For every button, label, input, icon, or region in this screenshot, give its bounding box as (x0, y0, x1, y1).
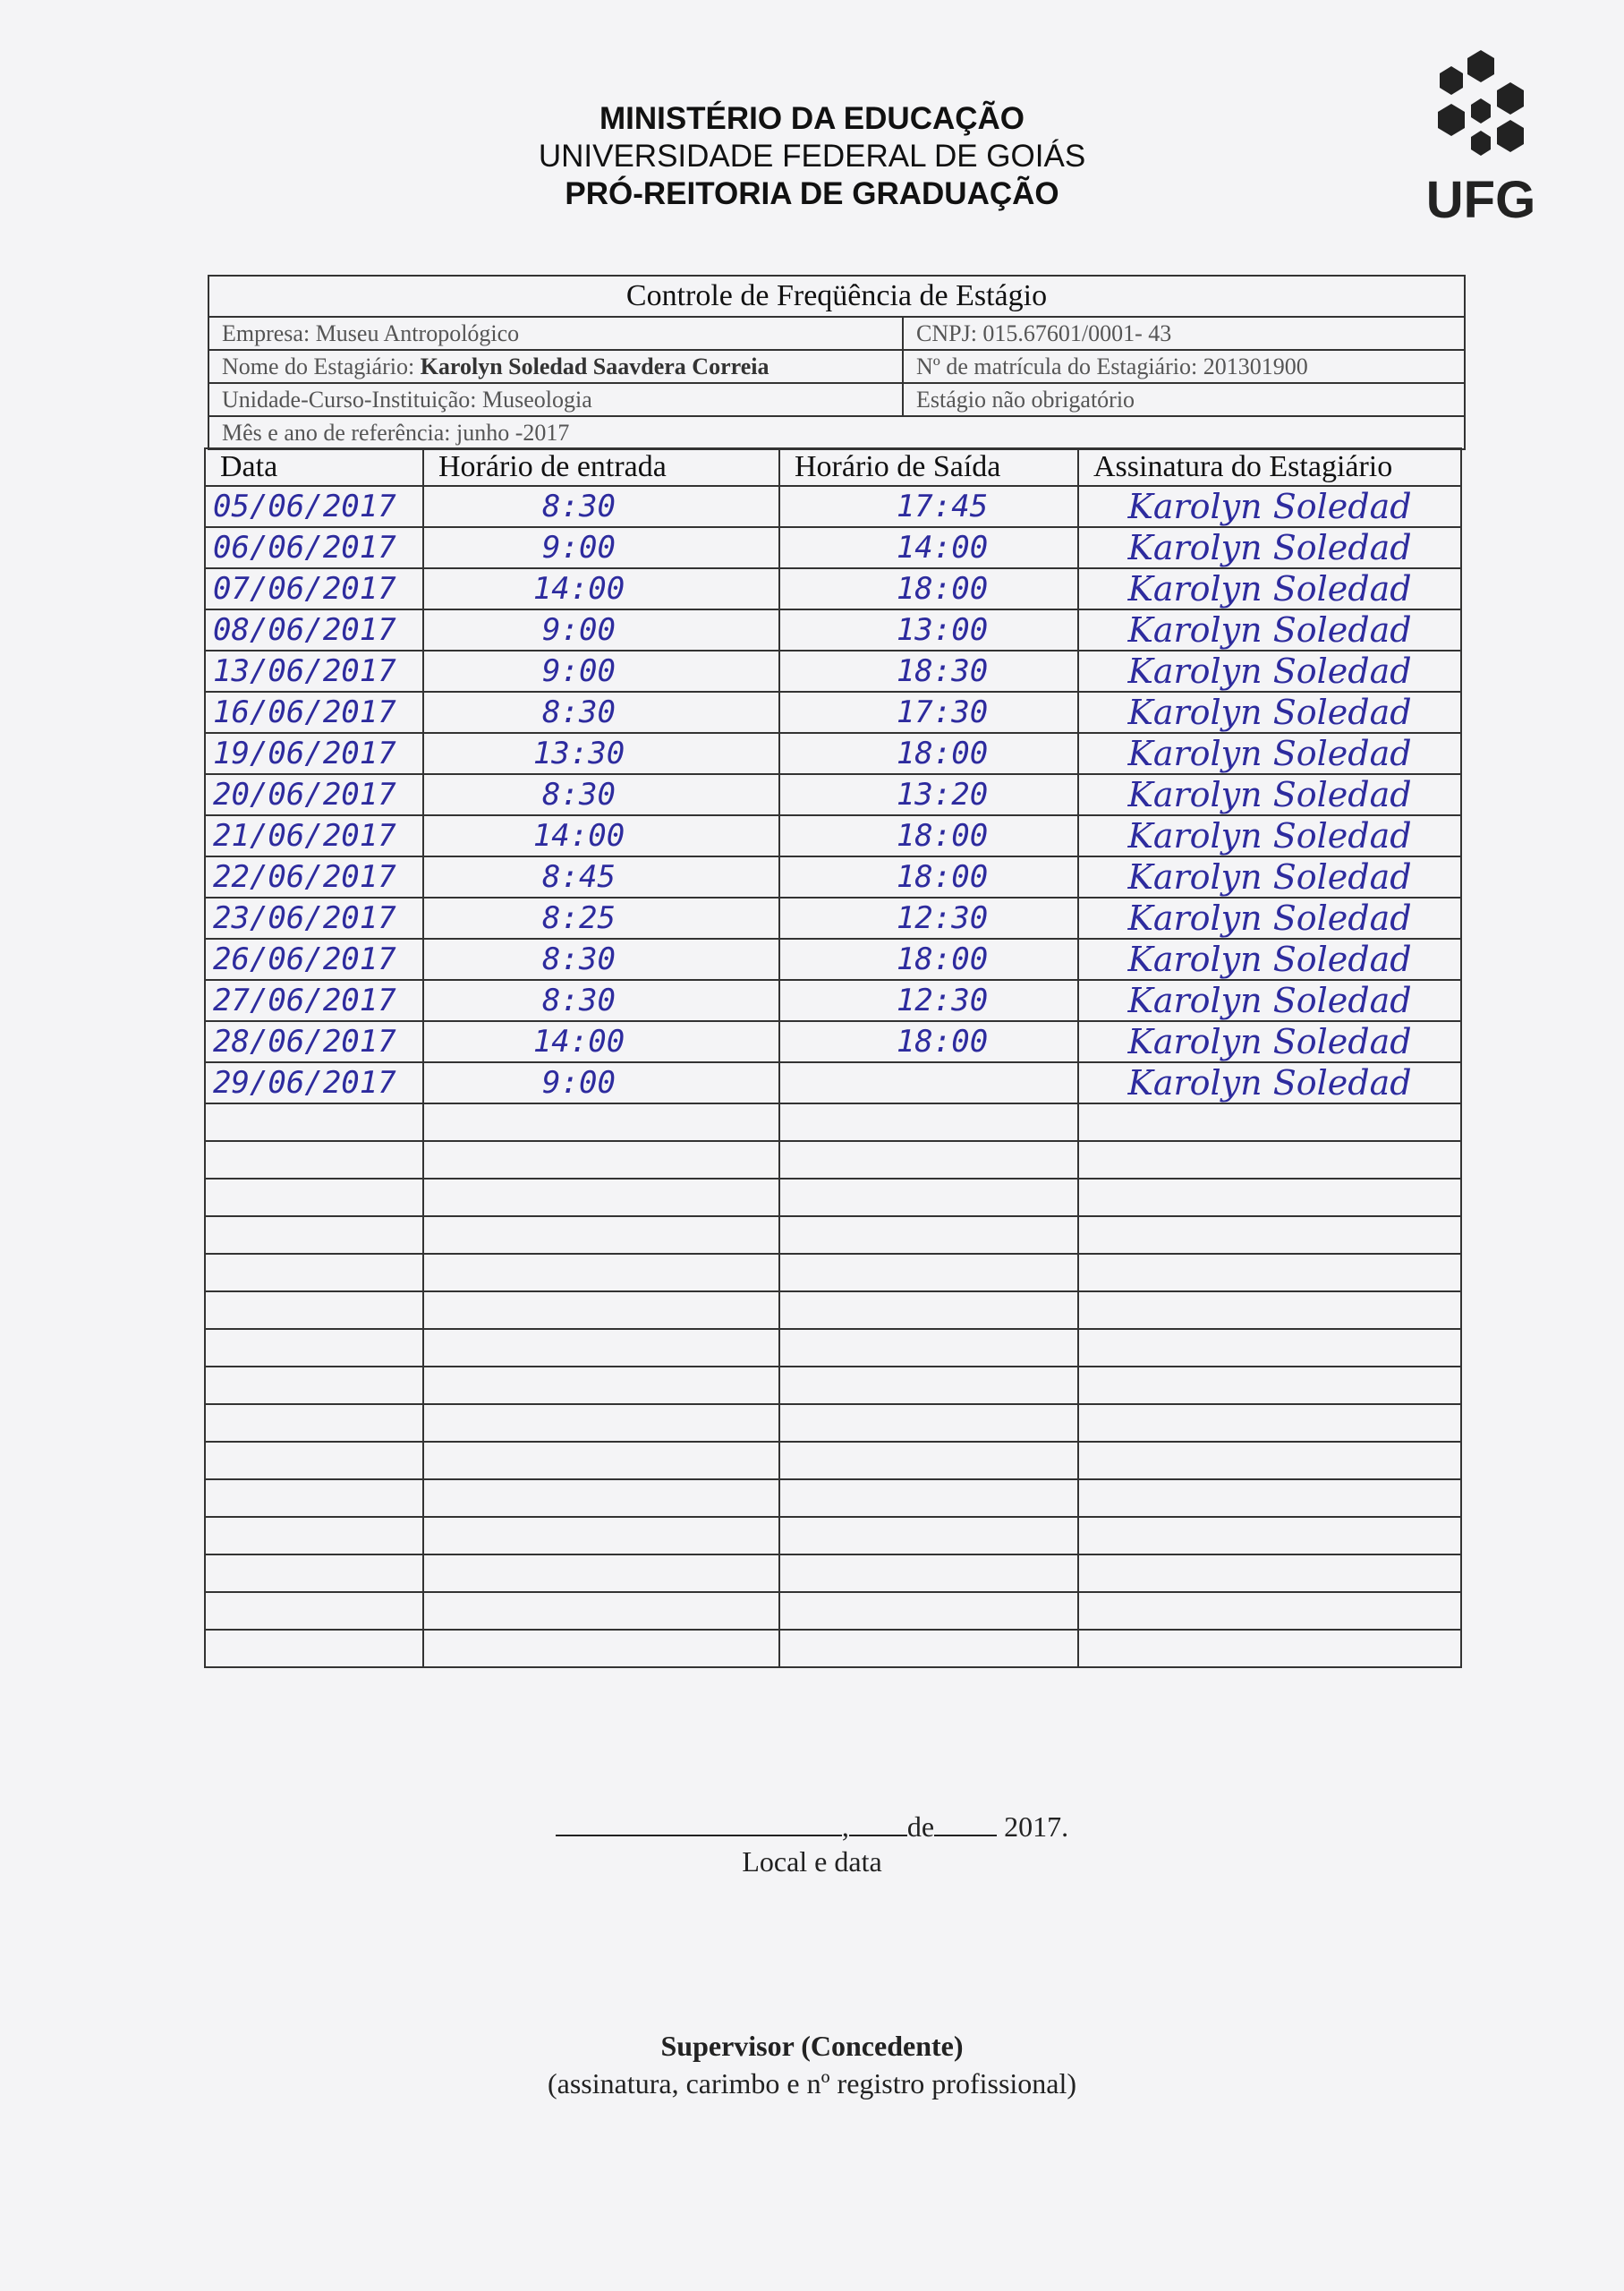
intern-name-cell: Nome do Estagiário: Karolyn Soledad Saavdera Correia (208, 350, 903, 383)
attendance-table (204, 447, 1462, 1668)
signature-cell (1078, 1367, 1461, 1404)
exit-time-value: 18:00 (896, 941, 989, 977)
entry-time-value: 9:00 (542, 612, 616, 648)
entry-time-cell (423, 1554, 779, 1592)
header-entry-time: Horário de entrada (423, 448, 779, 486)
table-row (205, 1103, 1461, 1141)
entry-time-cell (423, 815, 779, 856)
table-row (205, 1592, 1461, 1630)
signature-value: Karolyn Soledad (1127, 528, 1412, 567)
exit-time-value: 18:00 (896, 818, 989, 854)
signature-cell (1078, 1216, 1461, 1254)
entry-time-cell (423, 939, 779, 980)
signature-value: Karolyn Soledad (1127, 1063, 1412, 1103)
table-row (205, 1630, 1461, 1667)
entry-time-value: 13:30 (532, 736, 625, 771)
date-cell (205, 1179, 423, 1216)
signature-cell (1078, 939, 1461, 980)
header-date: Data (205, 448, 423, 486)
entry-time-cell (423, 1291, 779, 1329)
date-line: , de 2017. (0, 1808, 1624, 1844)
table-row (205, 651, 1461, 692)
entry-time-cell (423, 1103, 779, 1141)
exit-time-value: 14:00 (896, 530, 989, 566)
signature-value: Karolyn Soledad (1127, 734, 1412, 773)
department-title: PRÓ-REITORIA DE GRADUAÇÃO (565, 176, 1059, 211)
date-cell (205, 1329, 423, 1367)
intern-name-value: Karolyn Soledad Saavdera Correia (420, 353, 769, 379)
exit-time-cell (779, 486, 1078, 527)
exit-time-cell (779, 1479, 1078, 1517)
exit-time-cell (779, 1517, 1078, 1554)
header-exit-time: Horário de Saída (779, 448, 1078, 486)
signature-cell (1078, 980, 1461, 1021)
entry-time-value: 14:00 (532, 571, 625, 607)
entry-time-value: 9:00 (542, 530, 616, 566)
signature-value: Karolyn Soledad (1127, 693, 1412, 732)
signature-cell (1078, 1479, 1461, 1517)
signature-cell (1078, 774, 1461, 815)
signature-cell (1078, 1517, 1461, 1554)
ufg-logo-text: UFG (1425, 171, 1536, 229)
exit-time-value: 18:00 (896, 736, 989, 771)
exit-time-cell (779, 1062, 1078, 1103)
signature-cell (1078, 815, 1461, 856)
signature-value: Karolyn Soledad (1127, 1022, 1412, 1061)
date-cell (205, 815, 423, 856)
signature-cell (1078, 1442, 1461, 1479)
date-cell (205, 692, 423, 733)
date-value: 05/06/2017 (213, 489, 396, 524)
entry-time-cell (423, 1329, 779, 1367)
signature-cell (1078, 1254, 1461, 1291)
attendance-header-row (205, 448, 1461, 486)
entry-time-cell (423, 1021, 779, 1062)
date-cell (205, 856, 423, 898)
date-value: 26/06/2017 (213, 941, 396, 977)
entry-time-cell (423, 733, 779, 774)
table-row (205, 609, 1461, 651)
exit-time-value: 13:00 (896, 612, 989, 648)
entry-time-value: 8:30 (542, 694, 616, 730)
entry-time-cell (423, 486, 779, 527)
signature-cell (1078, 856, 1461, 898)
entry-time-cell (423, 774, 779, 815)
exit-time-cell (779, 692, 1078, 733)
date-value: 27/06/2017 (213, 983, 396, 1018)
registration-value: 201301900 (1203, 353, 1308, 379)
month-blank (934, 1808, 997, 1836)
reference-month-cell: Mês e ano de referência: junho -2017 (208, 416, 1465, 449)
ministry-title: MINISTÉRIO DA EDUCAÇÃO (599, 101, 1025, 136)
date-cell (205, 651, 423, 692)
signature-value: Karolyn Soledad (1127, 940, 1412, 979)
exit-time-cell (779, 1179, 1078, 1216)
signature-value: Karolyn Soledad (1127, 487, 1412, 526)
date-cell (205, 1141, 423, 1179)
ufg-logo-icon (1423, 47, 1539, 172)
entry-time-value: 8:30 (542, 489, 616, 524)
table-row (205, 1479, 1461, 1517)
signature-cell (1078, 1179, 1461, 1216)
signature-value: Karolyn Soledad (1127, 775, 1412, 814)
table-row (205, 856, 1461, 898)
entry-time-value: 9:00 (542, 1065, 616, 1101)
signature-value: Karolyn Soledad (1127, 652, 1412, 691)
exit-time-cell (779, 733, 1078, 774)
exit-time-cell (779, 651, 1078, 692)
entry-time-value: 8:30 (542, 941, 616, 977)
date-cell (205, 1254, 423, 1291)
exit-time-cell (779, 980, 1078, 1021)
signature-value: Karolyn Soledad (1127, 569, 1412, 609)
entry-time-value: 8:25 (542, 900, 616, 936)
date-value: 28/06/2017 (213, 1024, 396, 1060)
date-cell (205, 486, 423, 527)
date-cell (205, 1592, 423, 1630)
cnpj-value: 015.67601/0001- 43 (982, 319, 1172, 346)
exit-time-cell (779, 898, 1078, 939)
table-row (205, 1367, 1461, 1404)
date-value: 08/06/2017 (213, 612, 396, 648)
signature-value: Karolyn Soledad (1127, 899, 1412, 938)
form-title: Controle de Freqüência de Estágio (208, 276, 1465, 317)
signature-value: Karolyn Soledad (1127, 981, 1412, 1020)
supervisor-subtitle: (assinatura, carimbo e nº registro profissional) (547, 2067, 1077, 2099)
entry-time-value: 14:00 (532, 1024, 625, 1060)
signature-cell (1078, 527, 1461, 568)
entry-time-cell (423, 1367, 779, 1404)
table-row (205, 1021, 1461, 1062)
company-value: Museu Antropológico (315, 319, 520, 346)
date-value: 21/06/2017 (213, 818, 396, 854)
date-cell (205, 1517, 423, 1554)
table-row (205, 568, 1461, 609)
local-label: Local e data (742, 1845, 882, 1878)
date-cell (205, 1630, 423, 1667)
date-de: de (906, 1810, 935, 1843)
signature-cell (1078, 651, 1461, 692)
date-cell (205, 1442, 423, 1479)
table-row (205, 1216, 1461, 1254)
entry-time-cell (423, 980, 779, 1021)
date-value: 20/06/2017 (213, 777, 396, 813)
entry-time-value: 9:00 (542, 653, 616, 689)
date-cell (205, 1404, 423, 1442)
entry-time-cell (423, 856, 779, 898)
signature-value: Karolyn Soledad (1127, 857, 1412, 897)
date-value: 23/06/2017 (213, 900, 396, 936)
date-value: 13/06/2017 (213, 653, 396, 689)
table-row (205, 1442, 1461, 1479)
date-cell (205, 774, 423, 815)
table-row (205, 527, 1461, 568)
ufg-logo (1423, 47, 1539, 229)
exit-time-cell (779, 939, 1078, 980)
table-row (205, 815, 1461, 856)
entry-time-cell (423, 1141, 779, 1179)
date-cell (205, 1554, 423, 1592)
signature-cell (1078, 1141, 1461, 1179)
exit-time-cell (779, 609, 1078, 651)
signature-cell (1078, 1630, 1461, 1667)
date-cell (205, 980, 423, 1021)
university-title: UNIVERSIDADE FEDERAL DE GOIÁS (538, 139, 1086, 174)
table-row (205, 898, 1461, 939)
signature-cell (1078, 1062, 1461, 1103)
entry-time-cell (423, 1442, 779, 1479)
exit-time-cell (779, 1254, 1078, 1291)
exit-time-cell (779, 1592, 1078, 1630)
exit-time-cell (779, 1103, 1078, 1141)
internship-type-cell: Estágio não obrigatório (903, 383, 1465, 416)
table-row (205, 1554, 1461, 1592)
signature-cell (1078, 486, 1461, 527)
table-row (205, 692, 1461, 733)
entry-time-cell (423, 1216, 779, 1254)
date-cell (205, 939, 423, 980)
entry-time-cell (423, 1404, 779, 1442)
cnpj-cell: CNPJ: 015.67601/0001- 43 (903, 317, 1465, 350)
signature-cell (1078, 609, 1461, 651)
local-blank (556, 1808, 842, 1836)
internship-info-table (208, 275, 1466, 450)
signature-cell (1078, 1554, 1461, 1592)
exit-time-value: 17:45 (896, 489, 989, 524)
entry-time-cell (423, 527, 779, 568)
signature-value: Karolyn Soledad (1127, 816, 1412, 856)
entry-time-cell (423, 1630, 779, 1667)
exit-time-cell (779, 815, 1078, 856)
table-row (205, 1254, 1461, 1291)
date-cell (205, 568, 423, 609)
exit-time-value: 18:30 (896, 653, 989, 689)
date-cell (205, 527, 423, 568)
date-cell (205, 609, 423, 651)
date-value: 22/06/2017 (213, 859, 396, 895)
exit-time-cell (779, 1630, 1078, 1667)
date-cell (205, 1216, 423, 1254)
table-row (205, 980, 1461, 1021)
exit-time-cell (779, 1216, 1078, 1254)
date-cell (205, 1479, 423, 1517)
exit-time-value: 18:00 (896, 571, 989, 607)
exit-time-cell (779, 856, 1078, 898)
exit-time-cell (779, 527, 1078, 568)
exit-time-cell (779, 568, 1078, 609)
signature-cell (1078, 1291, 1461, 1329)
entry-time-cell (423, 1254, 779, 1291)
entry-time-cell (423, 651, 779, 692)
signature-value: Karolyn Soledad (1127, 610, 1412, 650)
exit-time-cell (779, 1442, 1078, 1479)
date-cell (205, 1291, 423, 1329)
table-row (205, 1517, 1461, 1554)
table-row (205, 1329, 1461, 1367)
signature-cell (1078, 1592, 1461, 1630)
table-row (205, 733, 1461, 774)
exit-time-value: 12:30 (896, 900, 989, 936)
exit-time-value: 18:00 (896, 859, 989, 895)
signature-cell (1078, 1103, 1461, 1141)
date-cell (205, 1062, 423, 1103)
date-cell (205, 1021, 423, 1062)
date-value: 29/06/2017 (213, 1065, 396, 1101)
signature-cell (1078, 1021, 1461, 1062)
entry-time-cell (423, 1592, 779, 1630)
table-row (205, 486, 1461, 527)
entry-time-value: 8:30 (542, 777, 616, 813)
header-signature: Assinatura do Estagiário (1078, 448, 1461, 486)
signature-cell (1078, 898, 1461, 939)
entry-time-cell (423, 898, 779, 939)
date-cell (205, 1103, 423, 1141)
exit-time-cell (779, 1141, 1078, 1179)
signature-cell (1078, 1404, 1461, 1442)
exit-time-value: 17:30 (896, 694, 989, 730)
unit-value: Museologia (482, 386, 592, 413)
exit-time-value: 12:30 (896, 983, 989, 1018)
entry-time-cell (423, 1517, 779, 1554)
unit-cell: Unidade-Curso-Instituição: Museologia (208, 383, 903, 416)
entry-time-cell (423, 692, 779, 733)
date-value: 19/06/2017 (213, 736, 396, 771)
exit-time-cell (779, 1404, 1078, 1442)
entry-time-cell (423, 568, 779, 609)
table-row (205, 1179, 1461, 1216)
table-row (205, 774, 1461, 815)
table-row (205, 1141, 1461, 1179)
date-cell (205, 733, 423, 774)
table-row (205, 1291, 1461, 1329)
exit-time-cell (779, 1021, 1078, 1062)
date-value: 16/06/2017 (213, 694, 396, 730)
document-header (0, 100, 1624, 213)
entry-time-cell (423, 1179, 779, 1216)
date-value: 07/06/2017 (213, 571, 396, 607)
table-row (205, 1062, 1461, 1103)
date-value: 06/06/2017 (213, 530, 396, 566)
exit-time-cell (779, 1554, 1078, 1592)
entry-time-value: 8:45 (542, 859, 616, 895)
entry-time-value: 14:00 (532, 818, 625, 854)
date-cell (205, 1367, 423, 1404)
exit-time-cell (779, 1329, 1078, 1367)
exit-time-cell (779, 1367, 1078, 1404)
registration-cell: Nº de matrícula do Estagiário: 201301900 (903, 350, 1465, 383)
signature-cell (1078, 568, 1461, 609)
company-cell: Empresa: Museu Antropológico (208, 317, 903, 350)
date-year: 2017. (1004, 1810, 1069, 1843)
entry-time-cell (423, 1479, 779, 1517)
day-blank (849, 1808, 907, 1836)
exit-time-cell (779, 774, 1078, 815)
table-row (205, 939, 1461, 980)
supervisor-title: Supervisor (Concedente) (660, 2030, 964, 2062)
signature-cell (1078, 733, 1461, 774)
entry-time-cell (423, 1062, 779, 1103)
reference-month-value: junho -2017 (456, 419, 570, 446)
exit-time-value: 13:20 (896, 777, 989, 813)
date-cell (205, 898, 423, 939)
entry-time-value: 8:30 (542, 983, 616, 1018)
exit-time-value: 18:00 (896, 1024, 989, 1060)
entry-time-cell (423, 609, 779, 651)
signature-cell (1078, 1329, 1461, 1367)
signature-cell (1078, 692, 1461, 733)
table-row (205, 1404, 1461, 1442)
exit-time-cell (779, 1291, 1078, 1329)
